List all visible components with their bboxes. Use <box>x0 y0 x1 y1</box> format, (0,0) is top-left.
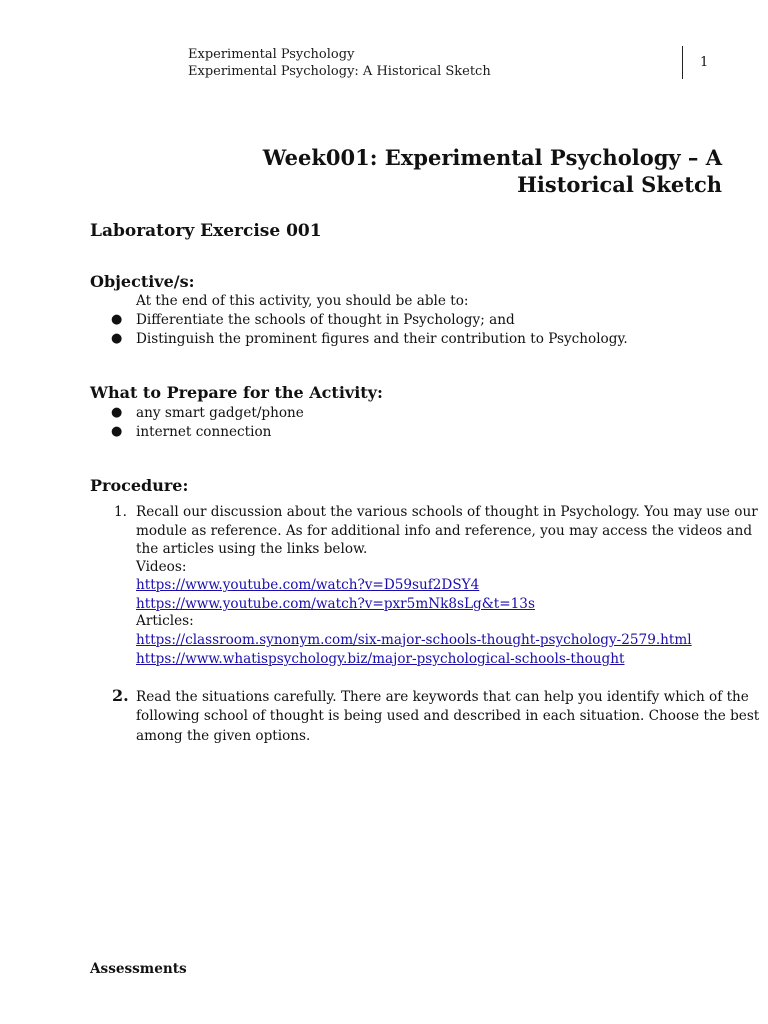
step-1-text-line: Recall our discussion about the various schools of thought in Psychology. You may use our <box>136 504 758 520</box>
step-2-text-line: among the given options. <box>136 728 311 744</box>
header-course: Experimental Psychology <box>188 47 355 62</box>
page-number: 1 <box>700 55 709 70</box>
step-2-text-line: Read the situations carefully. There are keywords that can help you identify which of the <box>136 689 749 705</box>
prepare-item: any smart gadget/phone <box>136 405 304 421</box>
procedure-heading: Procedure: <box>90 476 189 495</box>
article-link-2[interactable]: https://www.whatispsychology.biz/major-psychological-schools-thought <box>136 651 625 667</box>
bullet-icon: ● <box>111 405 123 420</box>
page-title <box>202 144 722 198</box>
videos-label: Videos: <box>136 559 187 575</box>
objectives-intro: At the end of this activity, you should be able to: <box>136 293 469 309</box>
video-link-1[interactable]: https://www.youtube.com/watch?v=D59suf2DSY4 <box>136 577 480 593</box>
articles-label: Articles: <box>136 613 194 629</box>
header-divider <box>682 46 683 79</box>
lab-exercise-heading: Laboratory Exercise 001 <box>90 221 322 241</box>
step-1-number: 1. <box>114 504 127 520</box>
page-title-line-2: Historical Sketch <box>517 172 722 197</box>
header-subtitle: Experimental Psychology: A Historical Sketch <box>188 64 491 79</box>
prepare-heading: What to Prepare for the Activity: <box>90 383 383 402</box>
assessments-label: Assessments <box>90 961 187 977</box>
bullet-icon: ● <box>111 312 123 327</box>
step-1-text-line: module as reference. As for additional info and reference, you may access the videos and <box>136 523 753 539</box>
page-title-line-1: Week001: Experimental Psychology – A <box>262 145 722 170</box>
objectives-heading: Objective/s: <box>90 272 195 291</box>
article-link-1[interactable]: https://classroom.synonym.com/six-major-schools-thought-psychology-2579.html <box>136 632 692 648</box>
prepare-item: internet connection <box>136 424 272 440</box>
step-1-text-line: the articles using the links below. <box>136 541 368 557</box>
objective-item: Distinguish the prominent figures and their contribution to Psychology. <box>136 331 628 347</box>
bullet-icon: ● <box>111 424 123 439</box>
objective-item: Differentiate the schools of thought in Psychology; and <box>136 312 515 328</box>
video-link-2[interactable]: https://www.youtube.com/watch?v=pxr5mNk8sLg&t=13s <box>136 596 535 612</box>
bullet-icon: ● <box>111 331 123 346</box>
step-2-text-line: following school of thought is being used and described in each situation. Choose the best <box>136 708 760 724</box>
step-2-number: 2. <box>112 686 129 705</box>
